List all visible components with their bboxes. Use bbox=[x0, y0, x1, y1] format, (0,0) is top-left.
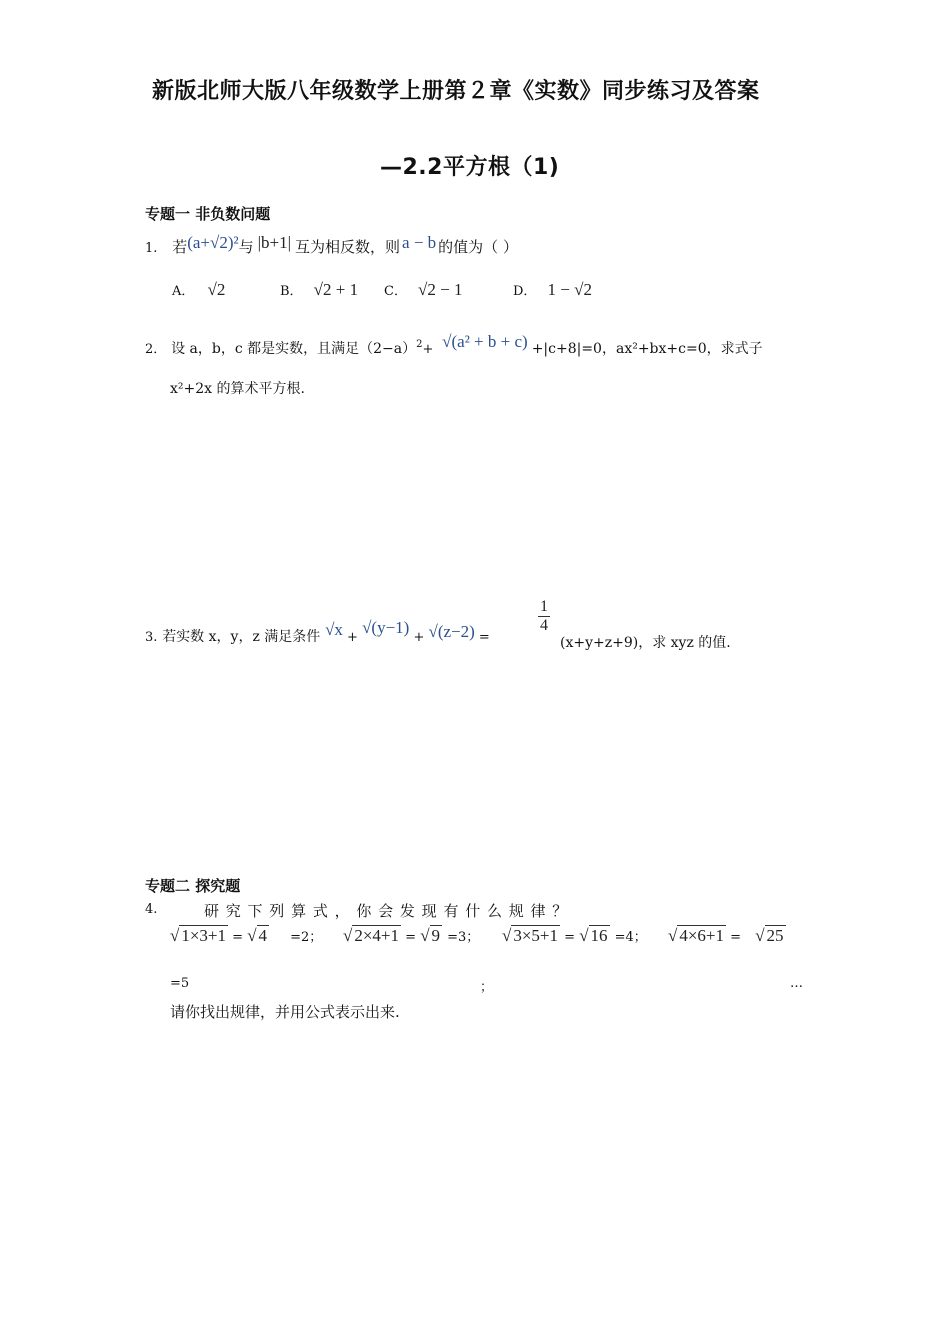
question-number: 3. bbox=[145, 630, 158, 645]
plus-sign: + bbox=[422, 342, 434, 357]
question-text: 与 bbox=[238, 238, 254, 256]
option-value: √2 − 1 bbox=[418, 280, 463, 299]
pattern-item-4: √ 4×6+1 = √ 25 bbox=[668, 926, 784, 945]
page-subtitle: —2.2平方根（1) bbox=[380, 155, 560, 180]
radicand: 3×5+1 bbox=[513, 926, 559, 945]
pattern-item-3: √ 3×5+1 = √ 16 =4； bbox=[502, 926, 647, 945]
radicand: 2×4+1 bbox=[354, 926, 400, 945]
math-expression: √(a² + b + c) bbox=[442, 332, 528, 351]
radicand: 16 bbox=[590, 926, 608, 945]
option-value: √2 bbox=[207, 280, 226, 299]
question-number: 1. bbox=[145, 241, 158, 256]
option-value: 1 − √2 bbox=[547, 280, 592, 299]
option-label: D． bbox=[513, 284, 537, 299]
radicand: 1×3+1 bbox=[181, 926, 227, 945]
pattern-item-1: √ 1×3+1 = √ 4 =2； bbox=[170, 926, 323, 945]
question-3-tail: (x+y+z+9)，求 xyz 的值. bbox=[560, 635, 731, 651]
ellipsis: … bbox=[790, 976, 803, 991]
fraction-numerator: 1 bbox=[540, 598, 548, 615]
math-expression: |b+1| bbox=[257, 233, 292, 252]
result: =4； bbox=[614, 930, 647, 945]
question-1 bbox=[145, 233, 518, 257]
question-text: +|c+8|=0，ax²+bx+c=0，求式子 bbox=[531, 341, 763, 357]
question-text: 设 a，b，c 都是实数，且满足（2−a） bbox=[171, 341, 417, 357]
option-label: A． bbox=[172, 284, 195, 299]
radicand: 25 bbox=[766, 926, 784, 945]
fraction-denominator: 4 bbox=[540, 617, 548, 634]
superscript: 2 bbox=[416, 339, 423, 350]
result: =3； bbox=[447, 930, 480, 945]
radicand: 9 bbox=[431, 926, 441, 945]
semicolon: ； bbox=[480, 980, 494, 995]
option-d bbox=[513, 280, 592, 300]
question-4-intro: 研 究 下 列 算 式 ， 你 会 发 现 有 什 么 规 律 ？ bbox=[204, 902, 569, 920]
question-text: 互为相反数，则 bbox=[295, 238, 401, 256]
question-number: 4. bbox=[145, 902, 158, 917]
sqrt-term: √x bbox=[325, 620, 343, 639]
question-text: 的值为（ ） bbox=[438, 238, 518, 256]
option-c bbox=[384, 280, 462, 300]
section-heading-1: 专题一 非负数问题 bbox=[145, 205, 271, 223]
radicand: 4×6+1 bbox=[679, 926, 725, 945]
page-title: 新版北师大版八年级数学上册第２章《实数》同步练习及答案 bbox=[152, 79, 760, 104]
question-text: 若 bbox=[172, 238, 188, 256]
math-expression: a − b bbox=[402, 233, 437, 252]
result: =2； bbox=[290, 930, 323, 945]
sqrt-term: √(z−2) bbox=[428, 622, 475, 641]
math-expression: (a+√2)² bbox=[187, 233, 239, 252]
option-value: √2 + 1 bbox=[313, 280, 359, 299]
question-4-ask: 请你找出规律，并用公式表示出来. bbox=[170, 1003, 400, 1021]
question-number: 2． bbox=[145, 342, 167, 357]
question-2-continued: x²+2x 的算术平方根. bbox=[170, 381, 305, 397]
question-text: 若实数 x，y，z 满足条件 bbox=[162, 629, 321, 645]
question-2 bbox=[145, 332, 763, 358]
option-b bbox=[280, 280, 358, 300]
question-3: 3. 若实数 x，y，z 满足条件 √x + √(y−1) + √(z−2) = bbox=[145, 618, 490, 645]
result-5: =5 bbox=[170, 976, 190, 991]
radicand: 4 bbox=[258, 926, 268, 945]
pattern-item-2: √ 2×4+1 = √ 9 =3； bbox=[343, 926, 480, 945]
option-label: C． bbox=[384, 284, 407, 299]
option-a bbox=[172, 280, 225, 300]
sqrt-term: √(y−1) bbox=[362, 618, 410, 637]
fraction bbox=[538, 598, 550, 635]
section-heading-2: 专题二 探究题 bbox=[145, 877, 241, 895]
option-label: B． bbox=[280, 284, 303, 299]
